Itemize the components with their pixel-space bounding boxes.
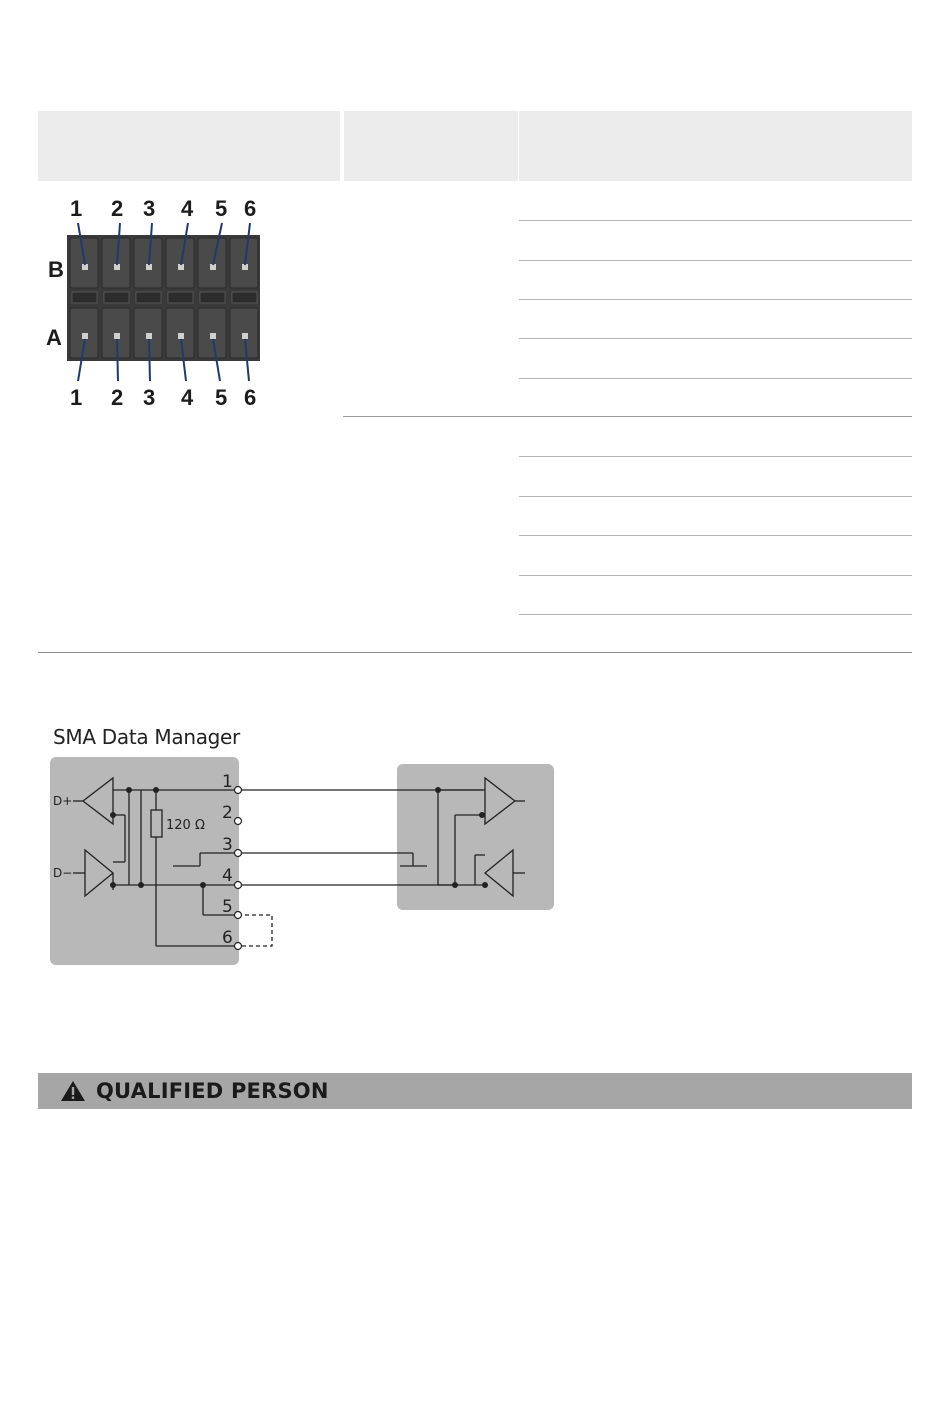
table-row-divider <box>519 535 912 536</box>
bottom-pin-number: 3 <box>143 385 156 410</box>
terminal-number: 1 <box>222 772 233 792</box>
table-row-divider <box>519 220 912 221</box>
table-row-divider <box>519 299 912 300</box>
top-pin-number: 5 <box>215 196 228 221</box>
banner-title: QUALIFIED PERSON <box>96 1079 329 1103</box>
top-pin-number: 3 <box>143 196 156 221</box>
terminal-block-connector <box>42 193 272 413</box>
terminal-number: 2 <box>222 803 233 823</box>
bottom-pin-number: 4 <box>181 385 194 410</box>
table-row-divider <box>519 575 912 576</box>
terminal-number: 6 <box>222 928 233 948</box>
terminal-number: 5 <box>222 897 233 917</box>
remote-device-box <box>397 764 554 910</box>
table-row-divider <box>519 378 912 379</box>
table-header-cell-1 <box>38 111 340 181</box>
bottom-pin-number: 1 <box>70 385 83 410</box>
top-pin-number: 1 <box>70 196 83 221</box>
d-plus-label: D+ <box>53 794 73 808</box>
table-row-divider <box>519 614 912 615</box>
table-bottom-border <box>38 652 912 653</box>
data-manager-box <box>50 757 239 965</box>
resistor-label: 120 Ω <box>166 818 205 833</box>
row-label-b: B <box>48 257 64 282</box>
d-minus-label: D− <box>53 866 73 880</box>
table-row-divider <box>519 338 912 339</box>
bottom-pin-number: 2 <box>111 385 124 410</box>
terminal-number: 4 <box>222 866 233 886</box>
table-header-cell-2 <box>344 111 518 181</box>
table-group-divider <box>343 416 912 417</box>
top-pin-number: 4 <box>181 196 194 221</box>
rs485-wiring-diagram <box>45 755 565 970</box>
table-row-divider <box>519 496 912 497</box>
qualified-person-banner <box>38 1073 912 1109</box>
row-label-a: A <box>46 325 62 350</box>
warning-triangle-icon <box>60 1079 88 1103</box>
top-pin-number: 2 <box>111 196 124 221</box>
top-pin-number: 6 <box>244 196 257 221</box>
table-row-divider <box>519 456 912 457</box>
diagram-title: SMA Data Manager <box>53 725 240 749</box>
table-row-divider <box>519 260 912 261</box>
bottom-pin-number: 6 <box>244 385 257 410</box>
table-header-cell-3 <box>519 111 912 181</box>
bottom-pin-number: 5 <box>215 385 228 410</box>
terminal-number: 3 <box>222 835 233 855</box>
